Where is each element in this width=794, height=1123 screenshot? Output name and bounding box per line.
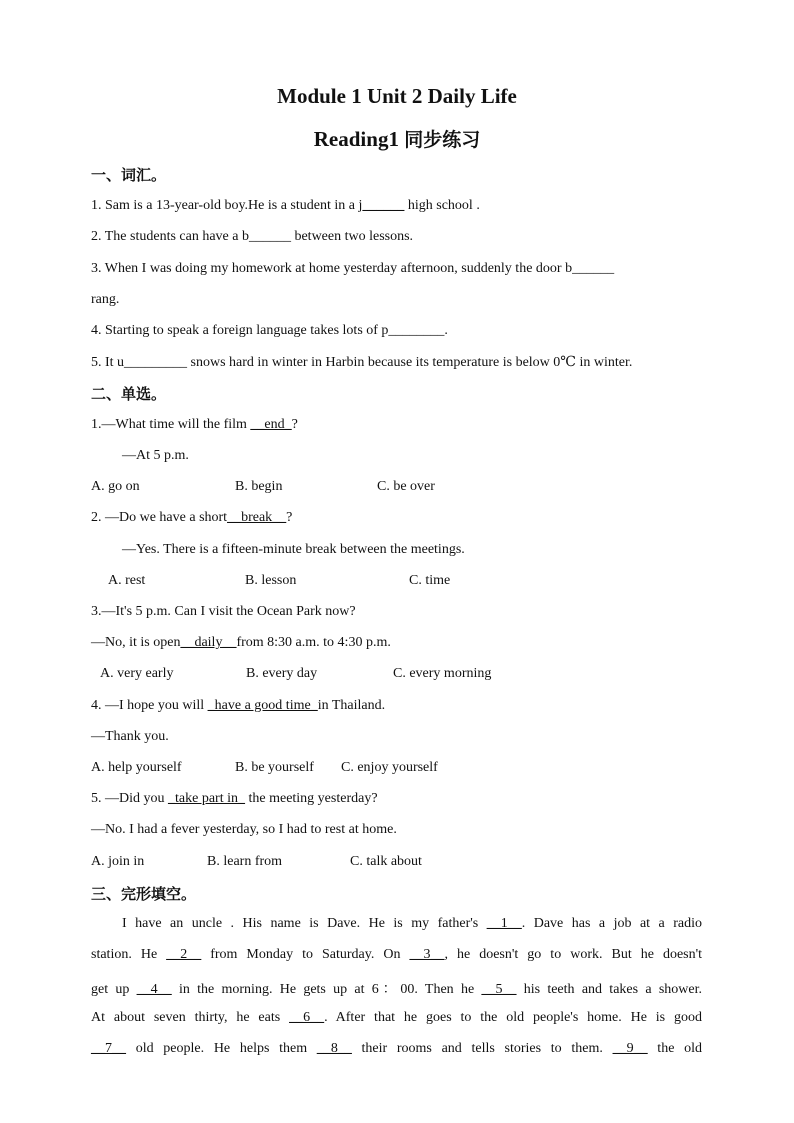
cloze-line-5	[91, 1041, 702, 1057]
choice-q2-option-a: A. rest	[108, 573, 146, 588]
choice-q2-option-b: B. lesson	[245, 573, 297, 588]
cloze-blank-1: __1__	[486, 916, 522, 931]
page-title: Module 1 Unit 2 Daily Life	[277, 84, 517, 108]
cloze-blank-4: __4__	[136, 982, 172, 997]
choice-q3-text: —No, it is open	[91, 635, 181, 650]
vocab-question-2: 2. The students can have a b______ between two lessons.	[91, 229, 414, 244]
choice-question-4	[91, 698, 385, 714]
cloze-blank-7: __7__	[91, 1041, 126, 1056]
cloze-text: get up	[91, 982, 137, 997]
choice-q5-text: 5. —Did you	[91, 791, 168, 806]
choice-q1-option-b: B. begin	[235, 479, 283, 494]
cloze-text: in the morning. He gets up at 6：00. Then he	[171, 982, 482, 997]
cloze-text: , he doesn't go to work. But he doesn't	[444, 947, 703, 962]
choice-q5-option-c: C. talk about	[350, 854, 422, 869]
cloze-blank-6: __6__	[289, 1010, 325, 1025]
subtitle-en: Reading1	[313, 127, 399, 151]
choice-q2-reply: —Yes. There is a fifteen-minute break between the meetings.	[122, 542, 465, 557]
cloze-text: . Dave has a job at a radio	[521, 916, 702, 931]
cloze-blank-8: __8__	[316, 1041, 352, 1056]
choice-q5-reply: —No. I had a fever yesterday, so I had to rest at home.	[91, 822, 397, 837]
choice-q4-tail: in Thailand.	[317, 698, 386, 713]
choice-q3-option-a: A. very early	[100, 666, 174, 681]
choice-q3-option-b: B. every day	[246, 666, 318, 681]
page-subtitle	[0, 125, 794, 152]
cloze-blank-9: __9__	[612, 1041, 648, 1056]
subtitle-cn: 同步练习	[404, 129, 481, 151]
vocab-q1-tail: high school .	[404, 198, 480, 213]
choice-question-3: 3.—It's 5 p.m. Can I visit the Ocean Park now?	[91, 604, 356, 619]
section-choice-heading: 二、单选。	[91, 385, 167, 403]
cloze-text: At about seven thirty, he eats	[91, 1010, 290, 1025]
choice-q4-option-a: A. help yourself	[91, 760, 182, 775]
choice-q4-blank: _have a good time_	[207, 698, 318, 713]
choice-q1-reply: —At 5 p.m.	[122, 448, 189, 463]
cloze-text: the old	[647, 1041, 702, 1056]
vocab-q1-blank: j______	[358, 198, 405, 213]
cloze-line-4	[91, 1010, 702, 1026]
cloze-line-1	[122, 916, 702, 932]
choice-question-1	[91, 417, 298, 433]
choice-question-2	[91, 510, 292, 526]
cloze-blank-5: __5__	[481, 982, 517, 997]
choice-q3-blank: __daily__	[180, 635, 237, 650]
vocab-question-3: 3. When I was doing my homework at home yesterday afternoon, suddenly the door b______	[91, 261, 615, 276]
vocab-question-5: 5. It u_________ snows hard in winter in Harbin because its temperature is below 0℃ in winter.	[91, 355, 633, 370]
cloze-line-3	[91, 978, 702, 998]
cloze-text: from Monday to Saturday. On	[201, 947, 410, 962]
cloze-blank-2: __2__	[166, 947, 202, 962]
cloze-blank-3: __3__	[409, 947, 445, 962]
choice-q4-option-b: B. be yourself	[235, 760, 314, 775]
choice-q2-option-c: C. time	[409, 573, 451, 588]
choice-q5-option-b: B. learn from	[207, 854, 283, 869]
choice-q5-tail: the meeting yesterday?	[244, 791, 378, 806]
choice-q4-reply: —Thank you.	[91, 729, 169, 744]
vocab-q1-text: 1. Sam is a 13-year-old boy.He is a student in a	[91, 198, 359, 213]
choice-question-5	[91, 791, 378, 807]
cloze-text: I have an uncle . His name is Dave. He is my father's	[122, 916, 487, 931]
choice-q1-text: 1.—What time will the film	[91, 417, 251, 432]
vocab-question-4: 4. Starting to speak a foreign language takes lots of p________.	[91, 323, 448, 338]
cloze-text: station. He	[91, 947, 167, 962]
choice-q5-option-a: A. join in	[91, 854, 145, 869]
cloze-text: old people. He helps them	[126, 1041, 317, 1056]
cloze-line-2	[91, 947, 702, 963]
vocab-question-1	[91, 198, 480, 214]
choice-q5-blank: _take part in_	[168, 791, 245, 806]
vocab-question-3-cont: rang.	[91, 292, 120, 307]
choice-q2-blank: __break__	[227, 510, 287, 525]
cloze-text: his teeth and takes a shower.	[516, 982, 703, 997]
choice-q1-tail: ?	[291, 417, 298, 432]
choice-q1-option-a: A. go on	[91, 479, 140, 494]
choice-q3-reply	[91, 635, 391, 651]
choice-q3-tail: from 8:30 a.m. to 4:30 p.m.	[236, 635, 391, 650]
choice-q1-blank: __end_	[250, 417, 292, 432]
section-vocabulary-heading: 一、词汇。	[91, 166, 167, 184]
choice-q4-option-c: C. enjoy yourself	[341, 760, 438, 775]
choice-q4-text: 4. —I hope you will	[91, 698, 208, 713]
cloze-text: . After that he goes to the old people's home. He is good	[324, 1010, 702, 1025]
choice-q1-option-c: C. be over	[377, 479, 435, 494]
choice-q3-option-c: C. every morning	[393, 666, 492, 681]
choice-q2-text: 2. —Do we have a short	[91, 510, 228, 525]
choice-q2-tail: ?	[286, 510, 293, 525]
section-cloze-heading: 三、完形填空。	[91, 885, 197, 903]
cloze-text: their rooms and tells stories to them.	[351, 1041, 613, 1056]
